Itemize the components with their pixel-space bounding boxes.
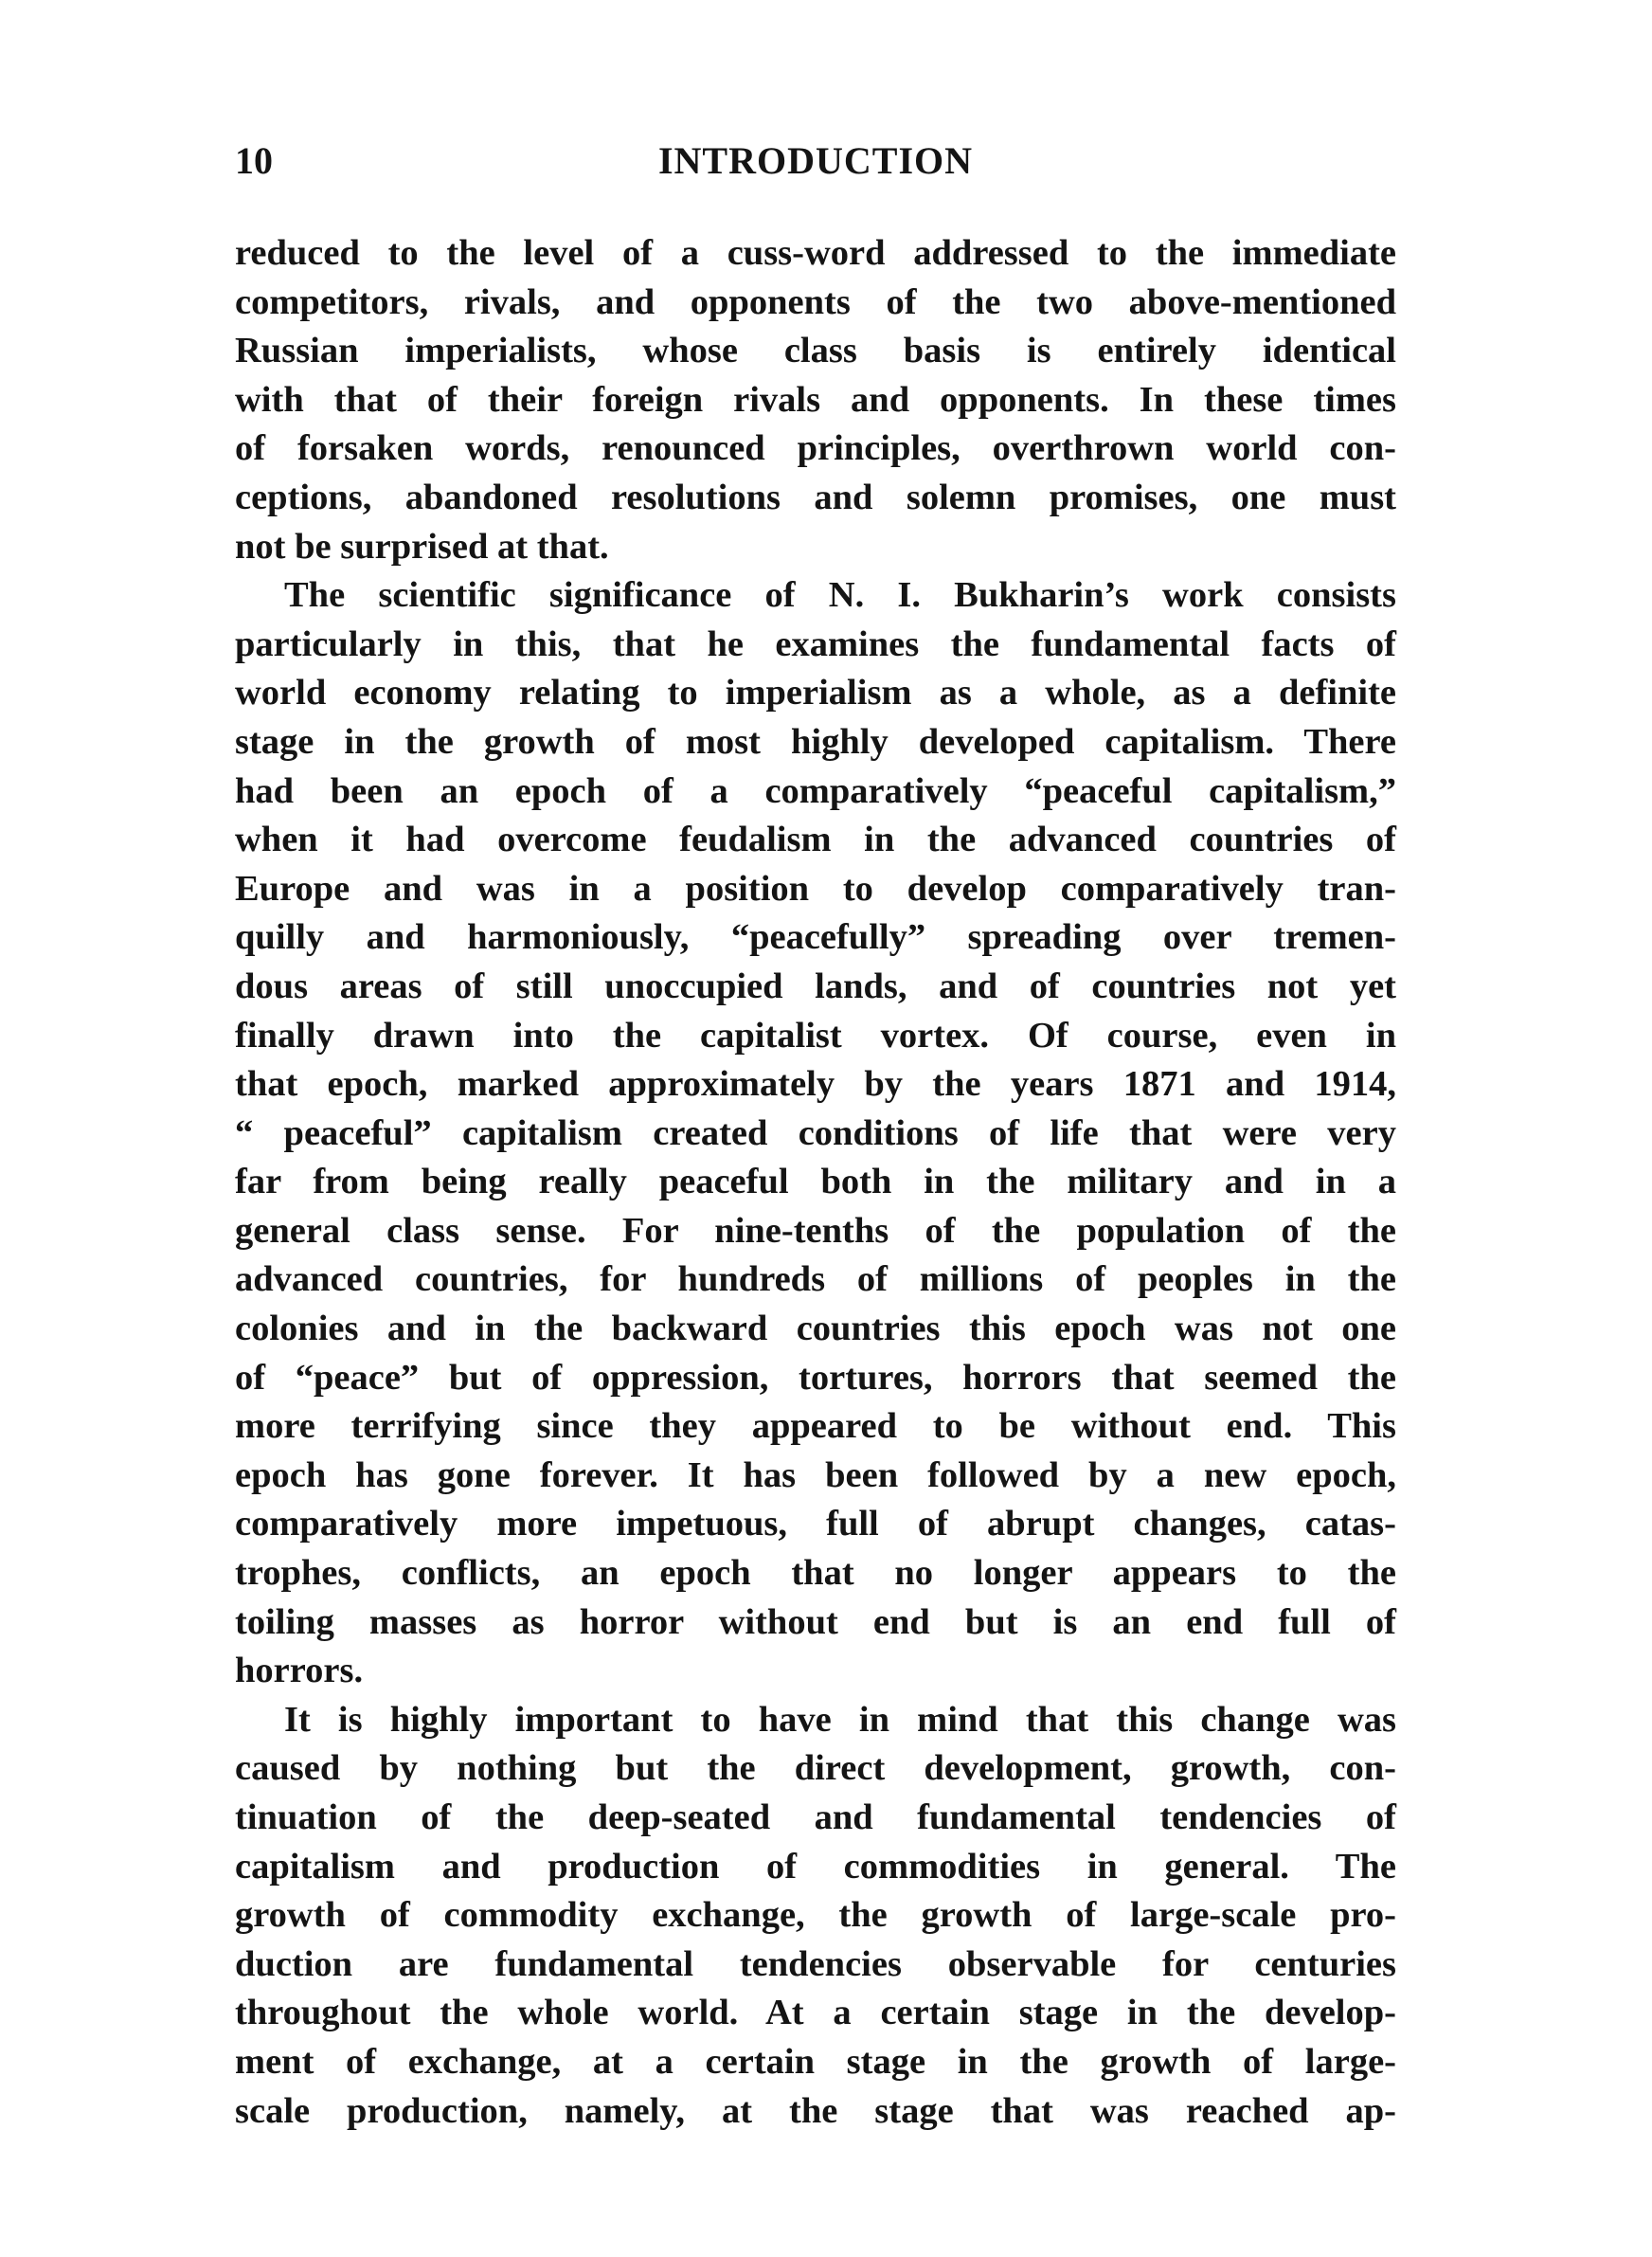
text-line: of “peace” but of oppression, tortures, horrors that seemed the <box>235 1357 1396 1398</box>
text-line: The scientific significance of N. I. Bukharin’s work consists <box>284 575 1396 616</box>
text-line: toiling masses as horror without end but is an end full of <box>235 1601 1396 1642</box>
text-line: colonies and in the backward countries this epoch was not one <box>235 1309 1396 1349</box>
text-line: trophes, conflicts, an epoch that no longer appears to the <box>235 1553 1396 1594</box>
page-number: 10 <box>235 139 273 182</box>
paragraph-2 <box>235 571 1396 1696</box>
text-line: caused by nothing but the direct development, growth, con- <box>235 1748 1396 1789</box>
text-line: not be surprised at that. <box>235 526 609 567</box>
text-line: when it had overcome feudalism in the advanced countries of <box>235 820 1396 860</box>
text-line: reduced to the level of a cuss-word addressed to the immediate <box>235 233 1396 273</box>
text-line: finally drawn into the capitalist vortex. Of course, even in <box>235 1015 1396 1056</box>
text-line: ment of exchange, at a certain stage in the growth of large- <box>235 2041 1396 2082</box>
text-line: particularly in this, that he examines the fundamental facts of <box>235 623 1396 664</box>
text-line: of forsaken words, renounced principles, overthrown world con- <box>235 428 1396 469</box>
text-line: that epoch, marked approximately by the years 1871 and 1914, <box>235 1064 1396 1105</box>
text-line: far from being really peaceful both in the military and in a <box>235 1162 1396 1202</box>
text-line: throughout the whole world. At a certain stage in the develop- <box>235 1993 1396 2033</box>
text-line: competitors, rivals, and opponents of the two above-mentioned <box>235 281 1396 322</box>
paragraph-1 <box>235 229 1396 571</box>
text-line: ceptions, abandoned resolutions and solemn promises, one must <box>235 477 1396 517</box>
text-line: tinuation of the deep-seated and fundamental tendencies of <box>235 1797 1396 1837</box>
text-line: “ peaceful” capitalism created conditions of life that were very <box>235 1112 1396 1153</box>
running-head <box>235 133 1396 190</box>
text-line: world economy relating to imperialism as a whole, as a definite <box>235 673 1396 713</box>
text-line: capitalism and production of commodities in general. The <box>235 1846 1396 1887</box>
body-text <box>235 229 1396 2136</box>
text-line: Russian imperialists, whose class basis is entirely identical <box>235 331 1396 371</box>
text-line: with that of their foreign rivals and opponents. In these times <box>235 379 1396 420</box>
book-page <box>235 133 1396 2136</box>
text-line: stage in the growth of most highly developed capitalism. There <box>235 721 1396 762</box>
text-line: quilly and harmoniously, “peacefully” spreading over tremen- <box>235 917 1396 958</box>
text-line: comparatively more impetuous, full of abrupt changes, catas- <box>235 1504 1396 1544</box>
paragraph-3 <box>235 1696 1396 2136</box>
text-line: It is highly important to have in mind that this change was <box>284 1699 1396 1740</box>
text-line: duction are fundamental tendencies observable for centuries <box>235 1943 1396 1984</box>
text-line: advanced countries, for hundreds of millions of peoples in the <box>235 1259 1396 1300</box>
running-title: INTRODUCTION <box>657 139 974 182</box>
text-line: scale production, namely, at the stage that was reached ap- <box>235 2090 1396 2131</box>
text-line: Europe and was in a position to develop comparatively tran- <box>235 868 1396 909</box>
text-line: had been an epoch of a comparatively “peaceful capitalism,” <box>235 770 1396 811</box>
text-line: epoch has gone forever. It has been followed by a new epoch, <box>235 1454 1396 1495</box>
text-line: horrors. <box>235 1651 364 1691</box>
text-line: general class sense. For nine-tenths of the population of the <box>235 1210 1396 1251</box>
text-line: more terrifying since they appeared to be without end. This <box>235 1406 1396 1447</box>
text-line: growth of commodity exchange, the growth of large-scale pro- <box>235 1895 1396 1936</box>
text-line: dous areas of still unoccupied lands, and of countries not yet <box>235 966 1396 1006</box>
